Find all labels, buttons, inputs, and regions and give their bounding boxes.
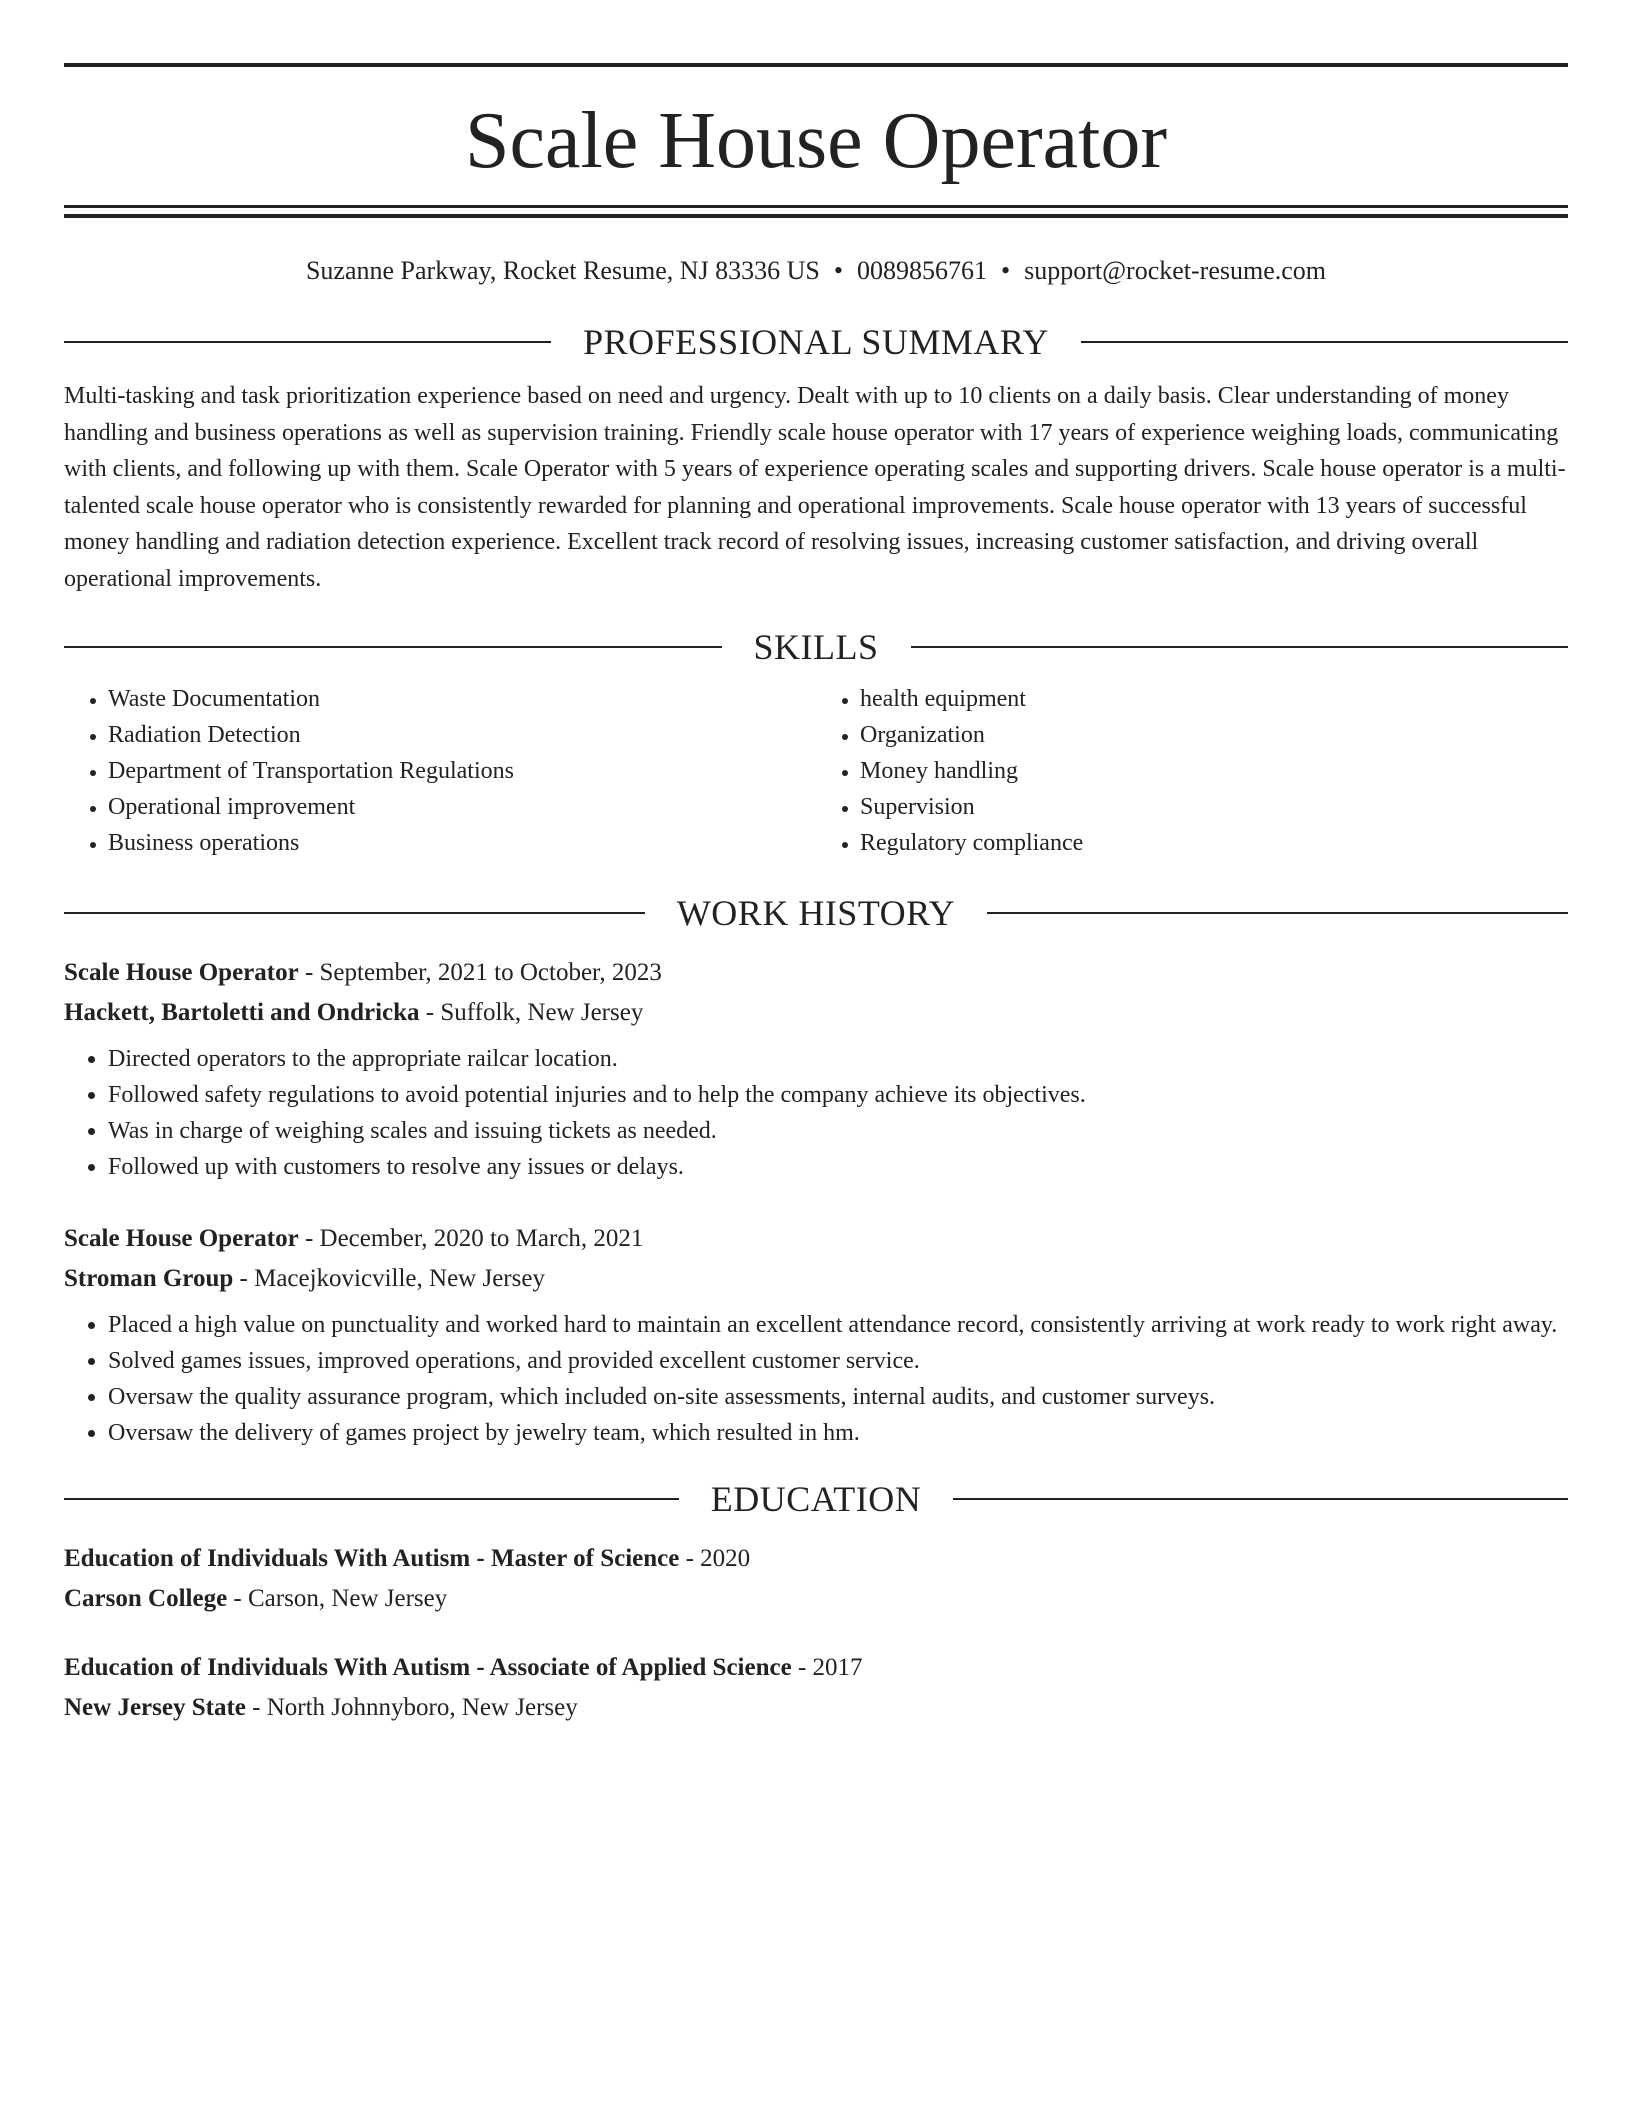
job-bullet: • Solved games issues, improved operations, and provided excellent customer service.	[108, 1343, 1568, 1379]
top-rule	[64, 63, 1568, 67]
skill-item: • Radiation Detection	[108, 717, 816, 753]
skills-heading: SKILLS	[753, 627, 879, 668]
skills-column-right	[816, 681, 1568, 861]
job-entry	[64, 1219, 1568, 1451]
education-school-line	[64, 1688, 1568, 1728]
title-double-rule	[64, 205, 1568, 218]
section-rule	[64, 1498, 679, 1500]
education-degree: Education of Individuals With Autism - Master of Science	[64, 1545, 680, 1573]
page-title: Scale House Operator	[465, 97, 1167, 185]
job-bullets	[64, 1307, 1568, 1451]
job-bullet: • Followed up with customers to resolve any issues or delays.	[108, 1149, 1568, 1185]
education-year: - 2020	[679, 1545, 751, 1573]
section-rule	[64, 646, 722, 648]
skill-item: • Organization	[860, 717, 1568, 753]
skill-item: • Money handling	[860, 753, 1568, 789]
job-dates: - December, 2020 to March, 2021	[298, 1225, 644, 1253]
job-company: Hackett, Bartoletti and Ondricka	[64, 999, 420, 1027]
skill-item: • Department of Transportation Regulations	[108, 753, 816, 789]
skill-item: • Waste Documentation	[108, 681, 816, 717]
skill-item: • Operational improvement	[108, 789, 816, 825]
education-degree-line	[64, 1648, 1568, 1688]
contact-line	[64, 255, 1568, 286]
job-title-line	[64, 953, 1568, 993]
contact-separator: •	[833, 256, 843, 285]
job-company: Stroman Group	[64, 1265, 234, 1293]
summary-text: Multi-tasking and task prioritization experience based on need and urgency. Dealt with up to 10 clients on a daily basis. Clear understanding of money handling and business operations as well as supervision training. Friendly scale house operator with 17 years of experience weighing loads, communicating with clients, and following up with them. Scale Operator with 5 years of experience operating scales and supporting drivers. Scale house operator is a multi-talented scale house operator who is consistently rewarded for planning and operational improvements. Scale house operator with 13 years of successful money handling and radiation detection experience. Excellent track record of resolving issues, increasing customer satisfaction, and driving overall operational improvements.	[64, 383, 1566, 592]
job-location: - Suffolk, New Jersey	[419, 999, 644, 1027]
education-school-line	[64, 1579, 1568, 1619]
job-company-line	[64, 993, 1568, 1033]
education-location: - North Johnnyboro, New Jersey	[245, 1694, 578, 1722]
education-entry	[64, 1539, 1568, 1619]
job-bullet: • Oversaw the delivery of games project by jewelry team, which resulted in hm.	[108, 1415, 1568, 1451]
section-rule	[953, 1498, 1568, 1500]
education-degree: Education of Individuals With Autism - Associate of Applied Science	[64, 1654, 792, 1682]
section-rule	[1081, 341, 1568, 343]
job-bullet: • Placed a high value on punctuality and worked hard to maintain an excellent attendance record, consistently arriving at work ready to work right away.	[108, 1307, 1568, 1343]
contact-email[interactable]: support@rocket-resume.com	[1024, 256, 1327, 285]
contact-phone: 0089856761	[856, 256, 987, 285]
contact-address: Suzanne Parkway, Rocket Resume, NJ 83336 US	[305, 256, 820, 285]
section-rule	[987, 912, 1568, 914]
skills-column-left	[64, 681, 816, 861]
work-heading: WORK HISTORY	[676, 893, 956, 934]
education-section-header	[64, 1479, 1568, 1520]
summary-heading: PROFESSIONAL SUMMARY	[583, 322, 1049, 363]
job-bullet: • Followed safety regulations to avoid potential injuries and to help the company achieve its objectives.	[108, 1077, 1568, 1113]
education-school: Carson College	[64, 1585, 228, 1613]
education-year: - 2017	[791, 1654, 863, 1682]
section-rule	[64, 341, 551, 343]
education-heading: EDUCATION	[710, 1479, 922, 1520]
job-company-line	[64, 1259, 1568, 1299]
skill-item: • Regulatory compliance	[860, 825, 1568, 861]
section-rule	[911, 646, 1569, 648]
summary-section-header	[64, 322, 1568, 363]
job-bullet: • Oversaw the quality assurance program, which included on-site assessments, internal audits, and customer surveys.	[108, 1379, 1568, 1415]
job-title: Scale House Operator	[64, 1225, 299, 1253]
skills-list	[64, 681, 1568, 861]
job-title-line	[64, 1219, 1568, 1259]
job-location: - Macejkovicville, New Jersey	[233, 1265, 545, 1293]
job-bullet: • Was in charge of weighing scales and issuing tickets as needed.	[108, 1113, 1568, 1149]
education-location: - Carson, New Jersey	[227, 1585, 448, 1613]
education-degree-line	[64, 1539, 1568, 1579]
job-dates: - September, 2021 to October, 2023	[298, 959, 662, 987]
job-bullet: • Directed operators to the appropriate railcar location.	[108, 1041, 1568, 1077]
skill-item: • health equipment	[860, 681, 1568, 717]
job-bullets	[64, 1041, 1568, 1185]
contact-separator: •	[1000, 256, 1011, 285]
education-entry	[64, 1648, 1568, 1728]
job-title: Scale House Operator	[64, 959, 299, 987]
skill-item: • Supervision	[860, 789, 1568, 825]
section-rule	[64, 912, 645, 914]
skill-item: • Business operations	[108, 825, 816, 861]
work-section-header	[64, 893, 1568, 934]
education-school: New Jersey State	[64, 1694, 246, 1722]
skills-section-header	[64, 627, 1568, 668]
job-entry	[64, 953, 1568, 1185]
